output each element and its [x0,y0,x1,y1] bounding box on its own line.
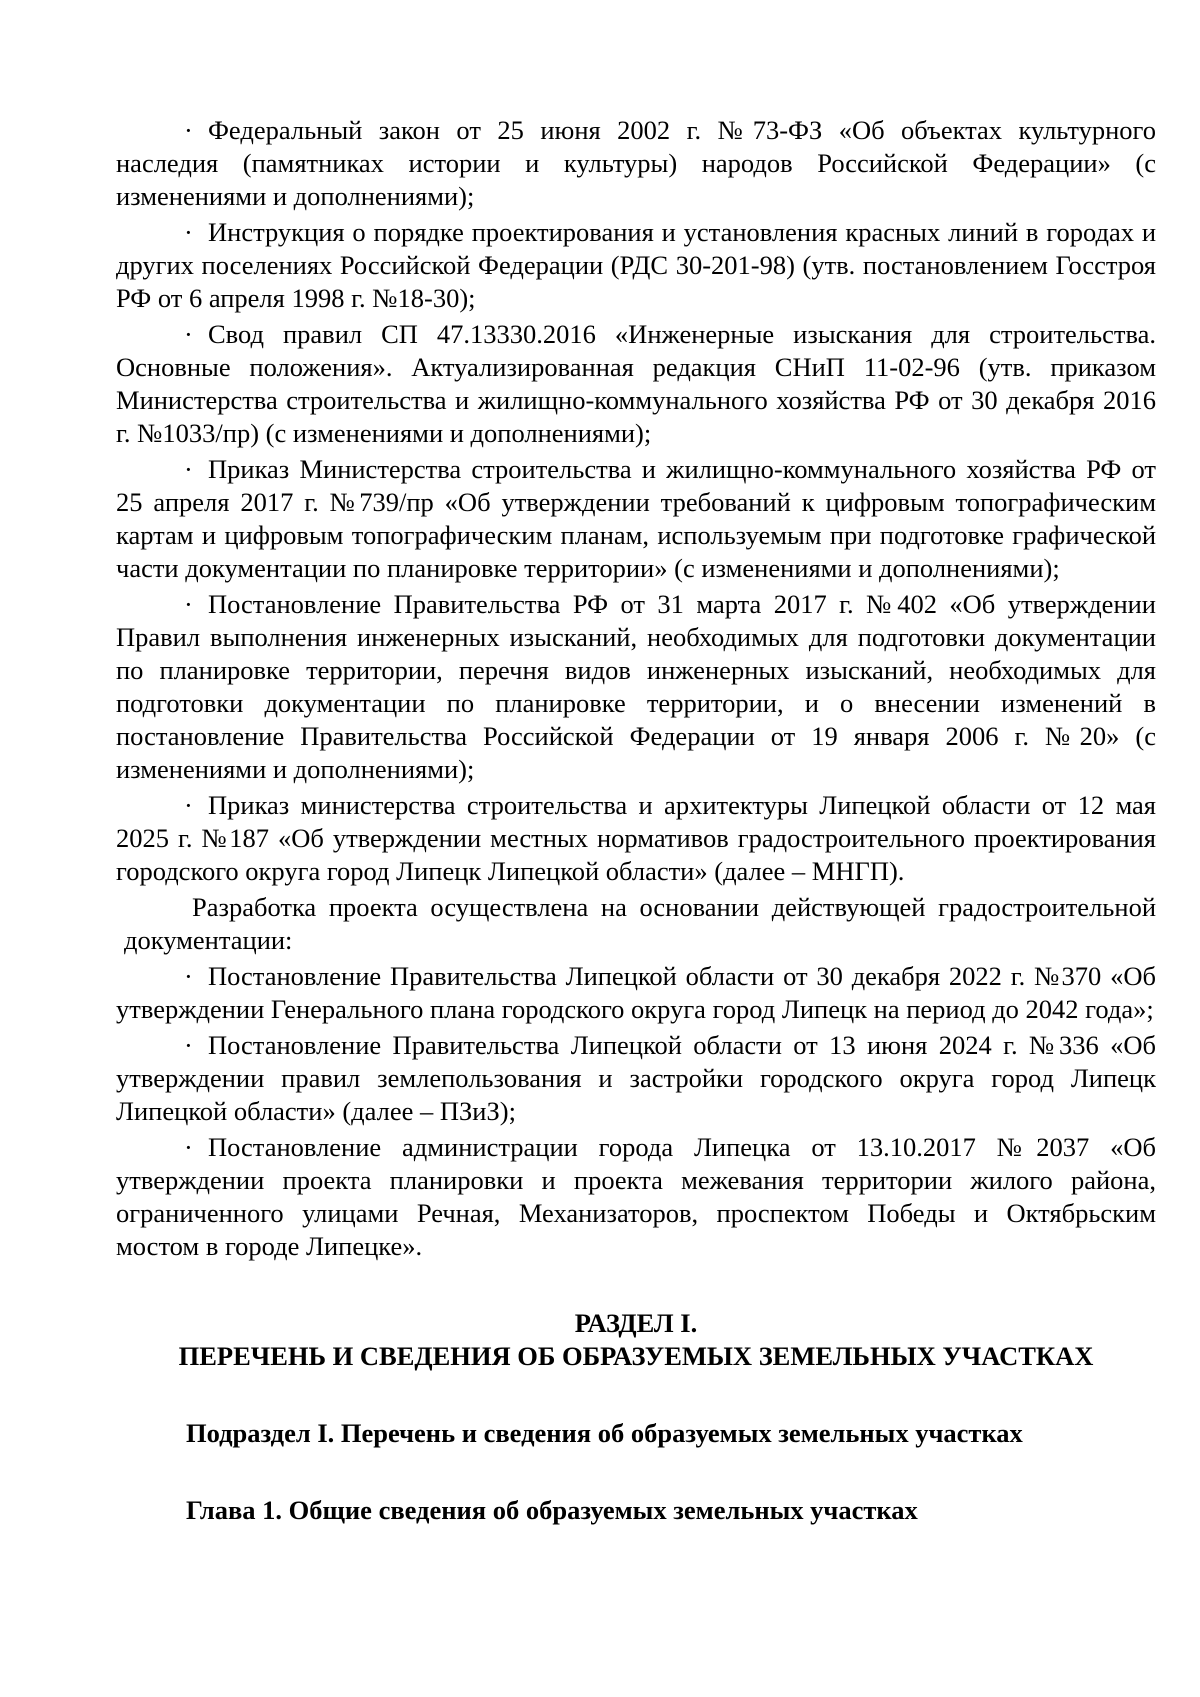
list-item-text: Постановление Правительства Липецкой области от 30 декабря 2022 г. №370 «Об утверждении Генерального плана городского округа город Липецк на период до 2042 года»; [116,961,1156,1024]
bullet-icon: · [184,1132,193,1162]
bullet-icon: · [184,790,193,820]
bullet-icon: · [184,217,193,247]
list-item [116,453,1156,585]
list-item [116,1029,1156,1128]
list-item-text: Федеральный закон от 25 июня 2002 г. №73-ФЗ «Об объектах культурного наследия (памятниках истории и культуры) народов Российской Федерации» (с изменениями и дополнениями); [116,115,1156,211]
list-item [116,960,1156,1026]
list-item-text: Постановление Правительства РФ от 31 марта 2017 г. №402 «Об утверждении Правил выполнения инженерных изысканий, необходимых для подготовки документации по планировке территории, перечня видов инженерных изысканий, необходимых для подготовки документации по планировке территории, и о внесении изменений в постановление Правительства Российской Федерации от 19 января 2006 г. №20» (с изменениями и дополнениями); [116,589,1156,784]
list-item [116,318,1156,450]
list-item [116,588,1156,786]
list-item [116,114,1156,213]
bullet-icon: · [184,589,193,619]
section-title: ПЕРЕЧЕНЬ И СВЕДЕНИЯ ОБ ОБРАЗУЕМЫХ ЗЕМЕЛЬНЫХ УЧАСТКАХ [178,1341,1094,1371]
list-item-text: Постановление администрации города Липецка от 13.10.2017 №2037 «Об утверждении проекта планировки и проекта межевания территории жилого района, ограниченного улицами Речная, Механизаторов, проспектом Победы и Октябрьским мостом в городе Липецке». [116,1132,1156,1261]
bullet-icon: · [184,961,193,991]
bullet-icon: · [184,1030,193,1060]
list-item-text: Приказ министерства строительства и архитектуры Липецкой области от 12 мая 2025 г. №187 «Об утверждении местных нормативов градостроительного проектирования городского округа город Липецк Липецкой области» (далее – МНГП). [116,790,1156,886]
document-page [116,114,1156,1527]
list-item [116,789,1156,888]
urban-planning-docs-list [116,960,1156,1263]
chapter-heading: Глава 1. Общие сведения об образуемых земельных участках [186,1495,918,1525]
list-item-text: Инструкция о порядке проектирования и установления красных линий в городах и других поселениях Российской Федерации (РДС 30-201-98) (утв. постановлением Госстроя РФ от 6 апреля 1998 г. №18-30); [116,217,1156,313]
list-item [116,216,1156,315]
bullet-icon: · [184,319,193,349]
legal-basis-list [116,114,1156,888]
bullet-icon: · [184,115,193,145]
list-item [116,1131,1156,1263]
list-item-text: Постановление Правительства Липецкой области от 13 июня 2024 г. №336 «Об утверждении правил землепользования и застройки городского округа город Липецк Липецкой области» (далее – ПЗиЗ); [116,1030,1156,1126]
section-heading [116,1307,1156,1373]
basis-paragraph: Разработка проекта осуществлена на основании действующей градостроительной документации: [124,892,1156,955]
list-item-text: Приказ Министерства строительства и жилищно-коммунального хозяйства РФ от 25 апреля 2017 г. №739/пр «Об утверждении требований к цифровым топографическим картам и цифровым топографическим планам, используемым при подготовке графической части документации по планировке территории» (с изменениями и дополнениями); [116,454,1156,583]
section-number: РАЗДЕЛ I. [574,1308,698,1338]
subsection-heading: Подраздел I. Перечень и сведения об образуемых земельных участках [186,1418,1023,1448]
bullet-icon: · [184,454,193,484]
list-item-text: Свод правил СП 47.13330.2016 «Инженерные изыскания для строительства. Основные положения». Актуализированная редакция СНиП 11-02-96 (утв. приказом Министерства строительства и жилищно-коммунального хозяйства РФ от 30 декабря 2016 г. №1033/пр) (с изменениями и дополнениями); [116,319,1156,448]
